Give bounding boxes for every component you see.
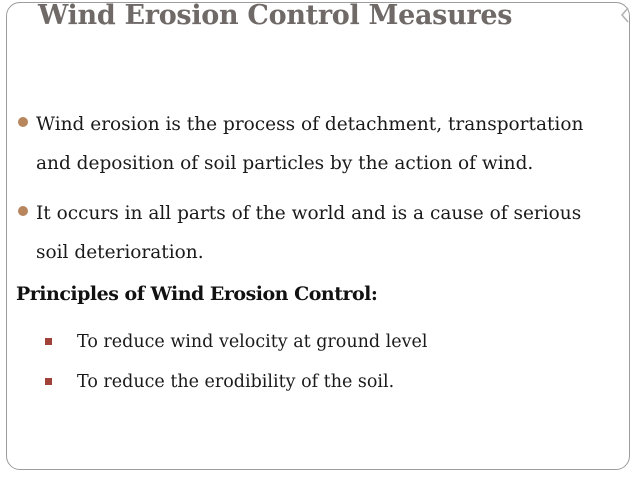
bullet-text: Wind erosion is the process of detachment, transportation and deposition of soil particles by the action of wind. <box>36 114 584 174</box>
circle-bullet-icon <box>18 206 28 216</box>
bullet-list <box>18 105 618 283</box>
square-bullet-icon <box>45 338 52 345</box>
principle-item <box>45 362 427 402</box>
chevron-left-icon <box>620 6 630 24</box>
circle-bullet-icon <box>18 117 28 127</box>
bullet-text: It occurs in all parts of the world and is a cause of serious soil deterioration. <box>36 203 582 263</box>
principle-text: To reduce the erodibility of the soil. <box>77 372 395 392</box>
principle-text: To reduce wind velocity at ground level <box>77 332 428 352</box>
slide-title: Wind Erosion Control Measures <box>38 0 513 31</box>
principle-item <box>45 322 427 362</box>
section-subheading: Principles of Wind Erosion Control: <box>16 283 378 305</box>
square-bullet-icon <box>45 378 52 385</box>
bullet-item <box>18 194 618 272</box>
principles-list <box>45 322 427 402</box>
bullet-item <box>18 105 618 183</box>
